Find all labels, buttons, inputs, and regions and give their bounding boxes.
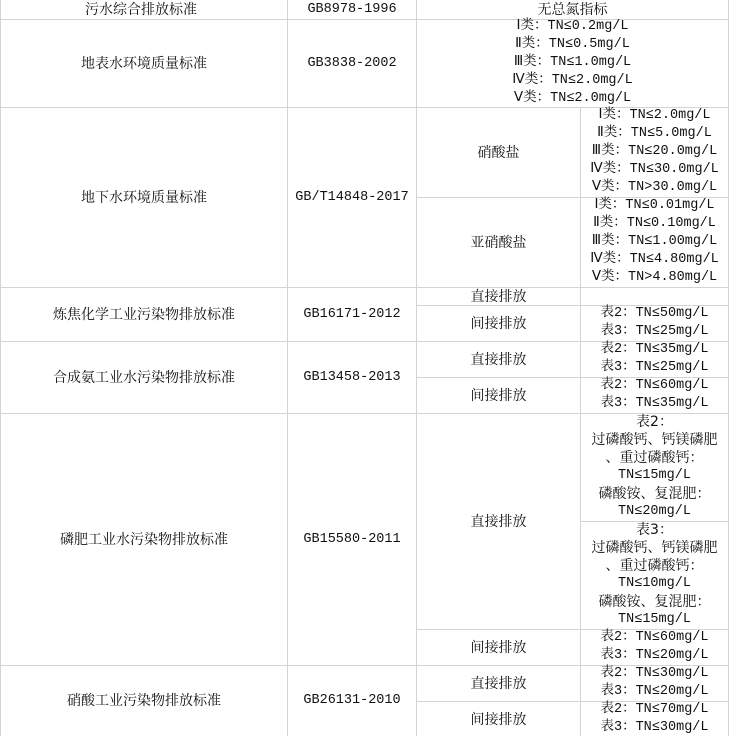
- limit-value: 无总氮指标: [537, 1, 608, 18]
- limit-line: 表2：TN≤60mg/L: [600, 378, 709, 393]
- substance-type: 硝酸盐: [477, 144, 520, 161]
- limit-line: TN≤10mg/L: [618, 576, 691, 591]
- discharge-type: 间接排放: [470, 711, 527, 728]
- standard-name: 地表水环境质量标准: [81, 55, 207, 72]
- discharge-type: 间接排放: [470, 639, 527, 656]
- standard-code: GB26131-2010: [303, 693, 401, 708]
- limit-list: [581, 305, 728, 341]
- standard-code: GB8978-1996: [307, 1, 397, 17]
- discharge-type: 直接排放: [470, 675, 527, 692]
- limit-line: Ⅱ类：TN≤0.5mg/L: [515, 37, 630, 52]
- limit-line: Ⅲ类：TN≤1.0mg/L: [513, 55, 632, 70]
- standard-code: GB3838-2002: [307, 55, 397, 71]
- limit-list: [581, 341, 728, 377]
- standard-name: 地下水环境质量标准: [81, 189, 207, 206]
- limit-line: 表2：: [636, 414, 673, 430]
- limit-line: TN≤15mg/L: [618, 468, 691, 483]
- substance-type: 亚硝酸盐: [470, 234, 527, 251]
- limit-line: 表3：TN≤35mg/L: [600, 396, 709, 411]
- limit-list: [581, 107, 728, 197]
- limit-line: Ⅳ类：TN≤2.0mg/L: [512, 73, 633, 88]
- limit-line: Ⅲ类：TN≤20.0mg/L: [591, 144, 718, 159]
- discharge-type: 间接排放: [470, 387, 527, 404]
- limit-line: 磷酸铵、复混肥：: [598, 486, 711, 502]
- standard-code: GB16171-2012: [303, 306, 401, 322]
- limit-line: TN≤15mg/L: [618, 612, 691, 627]
- limit-line: Ⅴ类：TN≤2.0mg/L: [513, 91, 632, 106]
- limit-line: Ⅰ类：TN≤2.0mg/L: [598, 108, 711, 123]
- standard-code: GB13458-2013: [303, 369, 401, 385]
- limit-list: [581, 413, 728, 521]
- limit-list: [581, 521, 728, 629]
- standard-name: 合成氨工业水污染物排放标准: [53, 369, 235, 386]
- limit-line: TN≤20mg/L: [618, 504, 691, 519]
- standard-name: 污水综合排放标准: [85, 1, 197, 18]
- limit-line: 表2：TN≤60mg/L: [600, 630, 709, 645]
- standard-name: 硝酸工业污染物排放标准: [67, 693, 221, 709]
- limit-line: Ⅴ类：TN>4.80mg/L: [591, 270, 718, 285]
- standard-code: GB15580-2011: [303, 531, 401, 547]
- limit-line: 、重过磷酸钙：: [605, 450, 704, 466]
- limit-list: [581, 377, 728, 413]
- limit-line: 、重过磷酸钙：: [605, 558, 704, 574]
- limit-list: [581, 665, 728, 701]
- limit-line: Ⅲ类：TN≤1.00mg/L: [591, 234, 718, 249]
- discharge-type: 直接排放: [470, 513, 527, 530]
- limit-line: 表2：TN≤30mg/L: [600, 666, 709, 681]
- limit-line: 表2：TN≤35mg/L: [600, 342, 709, 357]
- limit-line: Ⅱ类：TN≤0.10mg/L: [593, 216, 716, 231]
- limit-line: Ⅰ类：TN≤0.2mg/L: [516, 19, 629, 34]
- standard-code: GB/T14848-2017: [295, 189, 409, 205]
- limit-line: 表3：: [636, 522, 673, 538]
- limit-line: Ⅴ类：TN>30.0mg/L: [591, 180, 718, 195]
- discharge-type: 直接排放: [470, 288, 527, 305]
- limit-line: 表3：TN≤20mg/L: [600, 684, 709, 699]
- limit-list: [417, 18, 728, 108]
- discharge-type: 间接排放: [470, 315, 527, 332]
- limit-line: Ⅳ类：TN≤4.80mg/L: [590, 252, 719, 267]
- limit-line: Ⅱ类：TN≤5.0mg/L: [597, 126, 712, 141]
- limit-line: Ⅰ类：TN≤0.01mg/L: [594, 198, 715, 213]
- standard-name: 炼焦化学工业污染物排放标准: [53, 306, 235, 323]
- limit-line: 表3：TN≤30mg/L: [600, 720, 709, 735]
- limit-line: 表3：TN≤25mg/L: [600, 360, 709, 375]
- limit-line: Ⅳ类：TN≤30.0mg/L: [590, 162, 719, 177]
- limit-line: 过磷酸钙、钙镁磷肥: [591, 432, 718, 448]
- standard-name: 磷肥工业水污染物排放标准: [60, 531, 228, 548]
- limit-line: 表2：TN≤70mg/L: [600, 702, 709, 717]
- limit-list: [581, 197, 728, 287]
- limit-line: 表3：TN≤20mg/L: [600, 648, 709, 663]
- limit-line: 过磷酸钙、钙镁磷肥: [591, 540, 718, 556]
- limit-list: [581, 629, 728, 665]
- discharge-type: 直接排放: [470, 351, 527, 368]
- limit-list: [581, 701, 728, 737]
- limit-line: 磷酸铵、复混肥：: [598, 594, 711, 610]
- limit-line: 表3：TN≤25mg/L: [600, 324, 709, 339]
- limit-line: 表2：TN≤50mg/L: [600, 306, 709, 321]
